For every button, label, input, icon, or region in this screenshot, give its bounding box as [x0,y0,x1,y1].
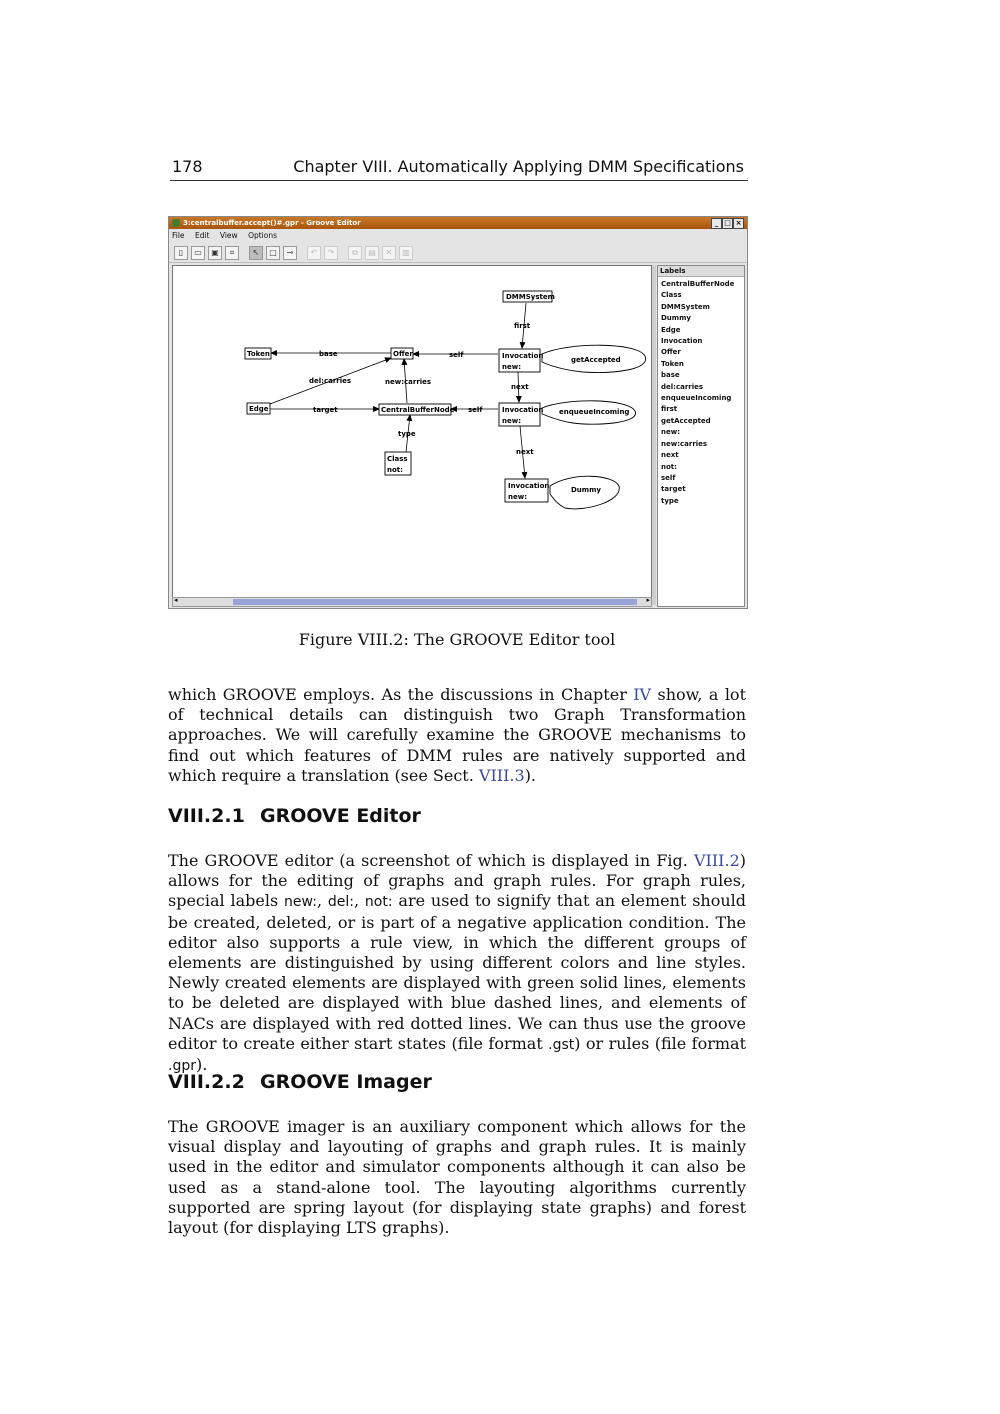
labels-list [658,277,744,507]
label-item[interactable]: not: [661,462,677,471]
section-heading-imager [168,1071,432,1093]
edge-next-1-label: next [511,383,529,391]
text-run: The GROOVE editor (a screenshot of which is displayed in Fig. [168,851,694,870]
edge-base-label: base [319,350,338,358]
scroll-left-icon[interactable]: ◂ [174,596,178,604]
save-file-icon[interactable]: ▣ [208,246,222,260]
label-item[interactable]: Offer [661,348,681,357]
svg-text:Edge: Edge [249,405,269,413]
minimize-icon[interactable]: _ [711,218,722,229]
toolbar [169,243,747,263]
groove-editor-screenshot [168,216,748,609]
panel-splitter[interactable] [652,265,656,605]
node-invocation-1[interactable] [499,349,543,372]
edge-target-label: target [313,406,338,414]
node-centralbuffernode[interactable] [379,404,455,415]
label-item[interactable]: getAccepted [661,416,711,425]
file-format-gst: .gst [548,1036,575,1053]
text-run: show, a lot of technical details can distinguish two Graph Transformation approaches. We will carefully examine the GROOVE mechanisms to find out which features of DMM rules are natively supported and which require a translation (see Sect. [168,685,746,785]
label-item[interactable]: Dummy [661,314,691,323]
menu-edit[interactable]: Edit [194,231,210,240]
figure-link[interactable]: VIII.2 [693,851,740,870]
node-invocation-3[interactable] [505,479,549,502]
chapter-link[interactable]: IV [633,685,652,704]
label-item[interactable]: base [661,371,680,380]
running-head [170,156,748,181]
edge-self-offer-label: self [449,351,464,359]
text-run: ) or rules (file format [574,1033,746,1053]
label-item[interactable]: DMMSystem [661,302,710,311]
close-icon[interactable]: × [733,218,744,229]
menu-view[interactable]: View [219,231,238,240]
svg-text:CentralBufferNode: CentralBufferNode [381,406,455,414]
menu-options[interactable]: Options [248,231,278,240]
blob-enqueueincoming-label: enqueueIncoming [559,408,630,416]
svg-text:Invocation: Invocation [502,352,544,360]
labels-panel [657,265,745,607]
figure-caption: Figure VIII.2: The GROOVE Editor tool [298,630,616,649]
label-item[interactable]: Edge [661,325,681,334]
scroll-thumb[interactable] [233,599,637,605]
node-dmmsystem[interactable] [503,291,555,302]
svg-text:Offer: Offer [393,350,413,358]
paragraph-intro [168,685,746,786]
paste-icon[interactable]: ▤ [365,246,379,260]
menubar [169,229,747,243]
svg-text:new:: new: [508,493,527,501]
svg-text:Invocation: Invocation [502,406,544,414]
rule-graph [173,266,651,598]
redo-icon[interactable]: ↷ [324,246,338,260]
node-edge[interactable] [247,403,270,414]
maximize-icon[interactable]: □ [722,218,733,229]
section-title: GROOVE Editor [260,805,421,827]
label-item[interactable]: Invocation [661,337,703,346]
node-mode-icon[interactable]: □ [266,246,280,260]
text-run: , [353,891,365,911]
section-link[interactable]: VIII.3 [478,765,525,785]
label-new: new: [284,894,317,911]
scroll-right-icon[interactable]: ▸ [646,596,650,604]
node-offer[interactable] [391,348,413,359]
blob-dummy-label: Dummy [571,486,601,494]
label-not: not: [364,894,393,911]
window-title: 3:centralbuffer.accept()#.gpr - Groove Editor [183,219,361,227]
section-heading-editor [168,805,421,827]
text-run: ). [524,765,537,785]
edge-del-carries-label: del:carries [309,377,352,385]
svg-text:Invocation: Invocation [508,482,550,490]
svg-text:Token: Token [247,350,270,358]
label-item[interactable]: new:carries [661,439,708,448]
text-run: which GROOVE employs. As the discussions in Chapter [168,685,634,704]
svg-text:new:: new: [502,417,521,425]
svg-text:not:: not: [387,466,403,474]
labels-panel-title: Labels [658,266,744,277]
delete-icon[interactable]: ▥ [399,246,413,260]
select-mode-icon[interactable]: ↖ [249,246,263,260]
label-item[interactable]: CentralBufferNode [661,280,735,288]
paragraph-imager: The GROOVE imager is an auxiliary component which allows for the visual display and layouting of graphs and graph rules. It is mainly used in the editor and simulator components although it can also be used as a stand-alone tool. The layouting algorithms currently supported are spring layout (for displaying state graphs) and forest layout (for displaying LTS graphs). [168,1117,746,1238]
node-token[interactable] [245,348,271,359]
label-item[interactable]: self [661,473,676,482]
label-item[interactable]: target [661,485,686,494]
paragraph-editor [168,851,746,1076]
blob-getaccepted-label: getAccepted [571,356,621,364]
section-number: VIII.2.1 [168,805,245,827]
label-item[interactable]: Token [661,359,684,368]
edge-mode-icon[interactable]: ⊸ [283,246,297,260]
undo-icon[interactable]: ↶ [307,246,321,260]
section-title: GROOVE Imager [260,1071,432,1093]
horizontal-scrollbar[interactable] [172,597,652,607]
label-item[interactable]: type [661,496,679,505]
copy-icon[interactable]: ⧉ [348,246,362,260]
label-item[interactable]: del:carries [661,382,704,391]
label-item[interactable]: Class [661,291,682,300]
label-item[interactable]: first [661,405,678,414]
edge-new-carries-label: new:carries [385,378,432,386]
svg-text:new:: new: [502,363,521,371]
graph-canvas[interactable] [172,265,652,599]
svg-text:Class: Class [387,455,408,463]
window-titlebar [169,217,747,229]
text-run: , [316,891,328,911]
page-number: 178 [172,157,203,176]
label-item[interactable]: next [661,451,679,460]
node-invocation-2[interactable] [499,403,543,426]
label-del: del: [327,894,354,911]
edge-type-label: type [398,430,416,438]
edge-self-cbn-label: self [468,406,483,414]
menu-file[interactable]: File [172,231,185,240]
edge-first-label: first [514,322,531,330]
label-item[interactable]: new: [661,428,680,437]
text-run: ) allows for the editing of graphs and graph rules. For graph rules, special labels [168,851,746,911]
cut-icon[interactable]: ✕ [382,246,396,260]
file-format-gpr: .gpr [168,1058,196,1075]
text-run: ). [195,1055,208,1075]
new-file-icon[interactable]: ▯ [174,246,188,260]
open-file-icon[interactable]: ▭ [191,246,205,260]
label-item[interactable]: enqueueIncoming [661,394,732,403]
chapter-title: Chapter VIII. Automatically Applying DMM Specifications [293,157,744,176]
text-run: are used to signify that an element should be created, deleted, or is part of a negative application condition. The editor also supports a rule view, in which the different groups of elements are distinguished by using different colors and line styles. Newly created elements are displayed with green solid lines, elements to be deleted are displayed with blue dashed lines, and elements of NACs are displayed with red dotted lines. We can thus use the groove editor to create either start states (file format [168,891,747,1053]
edge-next-2-label: next [516,448,534,456]
section-number: VIII.2.2 [168,1071,245,1093]
app-icon [172,219,180,227]
node-class[interactable] [385,452,411,475]
graph-preview-icon[interactable]: ⌗ [225,246,239,260]
svg-text:DMMSystem: DMMSystem [506,293,555,301]
